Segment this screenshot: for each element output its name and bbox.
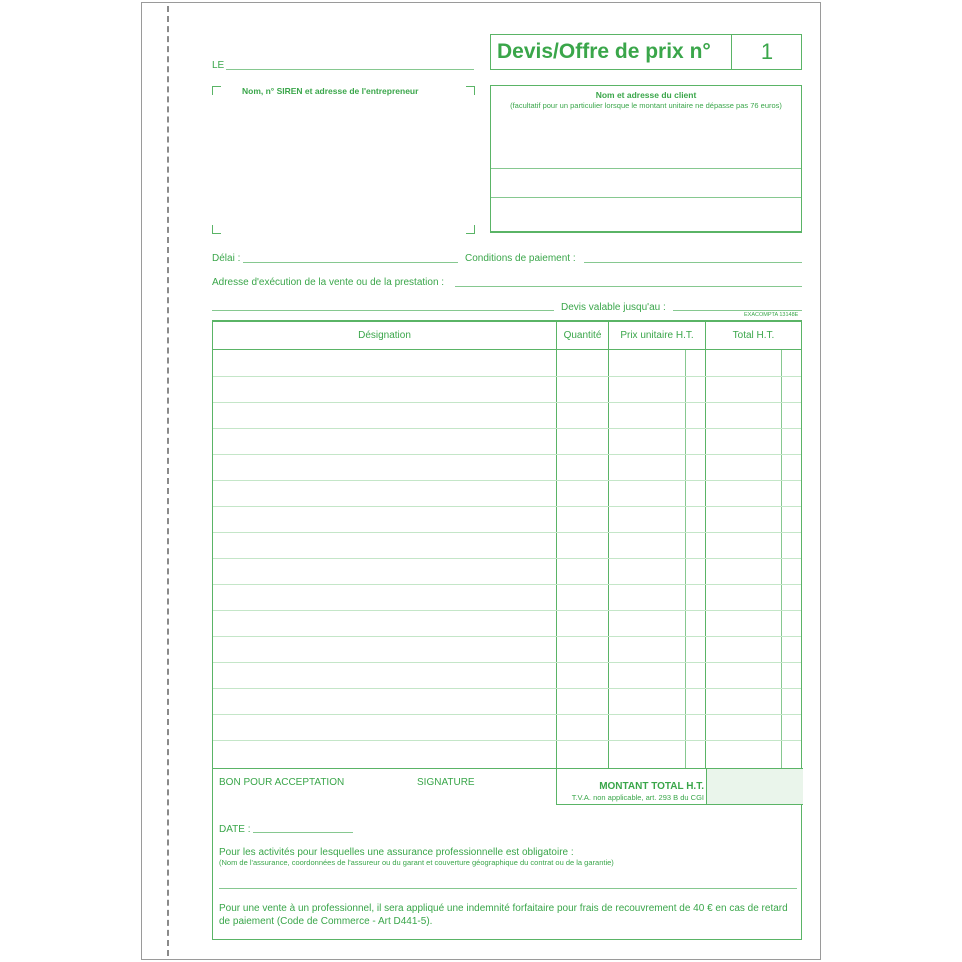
adresse-field[interactable]: [455, 286, 802, 287]
assurance-field[interactable]: [219, 888, 797, 889]
table-row[interactable]: [213, 610, 801, 637]
table-row[interactable]: [213, 402, 801, 429]
entrepreneur-label: Nom, n° SIREN et adresse de l'entrepreneur: [242, 86, 419, 96]
bon-pour-acceptation: BON POUR ACCEPTATION: [219, 777, 345, 788]
header-quantite: Quantité: [563, 330, 602, 341]
conditions-label: Conditions de paiement :: [465, 253, 576, 264]
table-row[interactable]: [213, 376, 801, 403]
corner-mark: [466, 225, 475, 234]
signature-label: SIGNATURE: [417, 777, 475, 788]
adresse-field-2[interactable]: [212, 310, 554, 311]
montant-total-label: MONTANT TOTAL H.T.: [599, 781, 704, 792]
montant-total-field[interactable]: [706, 769, 803, 804]
le-line[interactable]: [226, 69, 474, 70]
le-label: LE: [212, 60, 225, 71]
footer-box: [212, 769, 802, 940]
table-row[interactable]: [213, 480, 801, 507]
indemnite-notice: Pour une vente à un professionnel, il sera appliqué une indemnité forfaitaire pour frais de recouvrement de 40 € en cas de retard de paiement (Code de Commerce - Art D441-5).: [219, 903, 788, 927]
table-row[interactable]: [213, 740, 801, 766]
table-row[interactable]: [213, 506, 801, 533]
table-row[interactable]: [213, 636, 801, 663]
corner-mark: [212, 225, 221, 234]
corner-mark: [466, 86, 475, 95]
valable-field[interactable]: [673, 310, 802, 311]
table-row[interactable]: [213, 454, 801, 481]
client-note: (facultatif pour un particulier lorsque le montant unitaire ne dépasse pas 76 euros): [510, 101, 782, 110]
valable-label: Devis valable jusqu'au :: [561, 302, 666, 313]
date-field[interactable]: [253, 832, 353, 833]
title-box: [490, 34, 802, 70]
table-row[interactable]: [213, 688, 801, 715]
table-row[interactable]: [213, 532, 801, 559]
table-row[interactable]: [213, 350, 801, 377]
date-label: DATE :: [219, 824, 251, 835]
corner-mark: [212, 86, 221, 95]
client-label: Nom et adresse du client: [595, 90, 697, 100]
montant-box: [556, 768, 803, 805]
adresse-label: Adresse d'exécution de la vente ou de la prestation :: [212, 277, 445, 288]
client-box[interactable]: [490, 85, 802, 233]
header-designation: Désignation: [358, 330, 411, 341]
header-total-ht: Total H.T.: [732, 330, 775, 341]
assurance-note: (Nom de l'assurance, coordonnées de l'assureur ou du garant et couverture géographique du contrat ou de la garantie): [219, 858, 614, 867]
table-row[interactable]: [213, 714, 801, 741]
header-prix-unitaire: Prix unitaire H.T.: [620, 330, 694, 341]
document-title: Devis/Offre de prix n°: [497, 40, 711, 63]
catalog-reference: EXACOMPTA 13148E: [744, 312, 799, 318]
table-row[interactable]: [213, 584, 801, 611]
delai-field[interactable]: [243, 262, 458, 263]
perforation-line: [167, 6, 169, 956]
conditions-field[interactable]: [584, 262, 802, 263]
client-line: [491, 168, 801, 169]
delai-label: Délai :: [212, 253, 241, 264]
quote-number: 1: [760, 39, 774, 64]
assurance-label: Pour les activités pour lesquelles une assurance professionnelle est obligatoire :: [219, 847, 574, 858]
entrepreneur-area[interactable]: [222, 100, 462, 220]
tva-note: T.V.A. non applicable, art. 293 B du CGI: [571, 793, 704, 802]
items-table: [212, 320, 802, 769]
signature-area[interactable]: [213, 769, 556, 819]
table-row[interactable]: [213, 662, 801, 689]
client-line: [491, 197, 801, 198]
table-row[interactable]: [213, 558, 801, 585]
table-row[interactable]: [213, 428, 801, 455]
